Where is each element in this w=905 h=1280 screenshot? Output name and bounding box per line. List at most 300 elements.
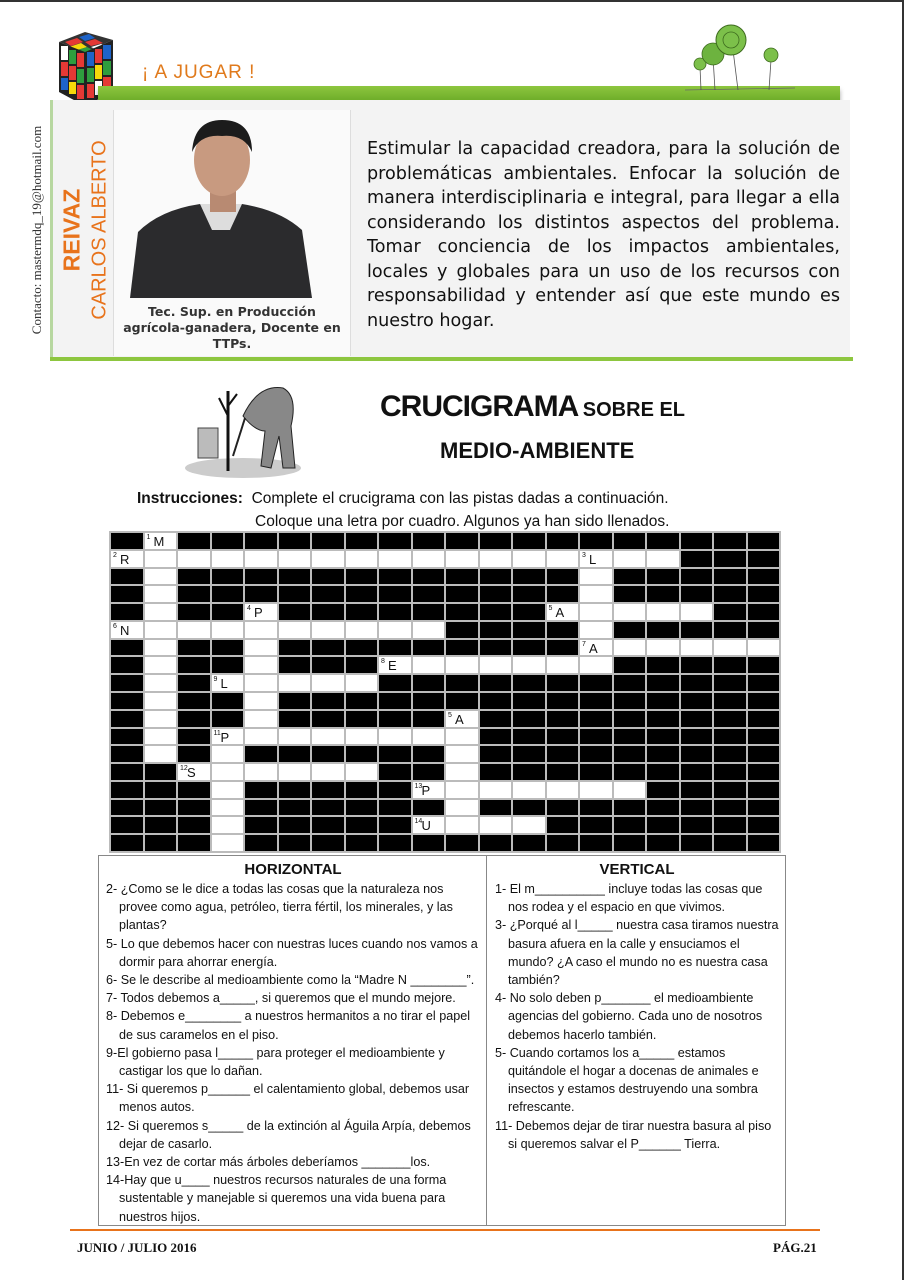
grid-block <box>279 586 311 602</box>
grid-cell[interactable] <box>111 622 143 638</box>
grid-block <box>346 657 378 673</box>
grid-block <box>714 657 746 673</box>
grid-block <box>647 800 679 816</box>
grid-cell[interactable] <box>212 551 244 567</box>
grid-block <box>714 569 746 585</box>
grid-block <box>178 835 210 851</box>
grid-block <box>513 729 545 745</box>
grid-cell[interactable] <box>580 622 612 638</box>
grid-cell[interactable] <box>513 551 545 567</box>
grid-cell[interactable] <box>513 782 545 798</box>
grid-block <box>681 729 713 745</box>
grid-cell[interactable] <box>647 551 679 567</box>
grid-cell[interactable] <box>245 657 277 673</box>
grid-block <box>111 657 143 673</box>
grid-block <box>748 835 780 851</box>
grid-cell[interactable] <box>446 800 478 816</box>
grid-block <box>346 693 378 709</box>
grid-block <box>178 675 210 691</box>
grid-cell[interactable] <box>446 764 478 780</box>
grid-cell[interactable] <box>145 711 177 727</box>
horizontal-clue: 12- Si queremos s_____ de la extinción al Águila Arpía, debemos dejar de casarlo. <box>106 1118 471 1151</box>
grid-block <box>279 711 311 727</box>
grid-block <box>312 835 344 851</box>
grid-cell[interactable] <box>145 729 177 745</box>
grid-cell[interactable] <box>245 640 277 656</box>
grid-cell[interactable] <box>379 657 411 673</box>
instructions-line-1: Complete el crucigrama con las pistas dadas a continuación. <box>251 490 669 507</box>
grid-block <box>379 693 411 709</box>
grid-block <box>245 746 277 762</box>
grid-block <box>480 604 512 620</box>
grid-block <box>379 800 411 816</box>
grid-cell[interactable] <box>547 657 579 673</box>
grid-block <box>245 569 277 585</box>
grid-cell[interactable] <box>145 604 177 620</box>
grid-cell[interactable] <box>580 604 612 620</box>
grid-cell[interactable] <box>580 569 612 585</box>
horizontal-clue: 11- Si queremos p______ el calentamiento global, debemos usar menos autos. <box>106 1082 470 1115</box>
grid-cell[interactable] <box>480 817 512 833</box>
grid-block <box>413 711 445 727</box>
grid-block <box>379 764 411 780</box>
grid-block <box>547 533 579 549</box>
grid-block <box>681 711 713 727</box>
grid-cell[interactable] <box>346 551 378 567</box>
grid-block <box>413 640 445 656</box>
grid-cell[interactable] <box>145 675 177 691</box>
grid-block <box>714 711 746 727</box>
clue-number: 11 <box>213 729 221 737</box>
horizontal-heading: HORIZONTAL <box>244 861 342 878</box>
grid-block <box>178 604 210 620</box>
grid-cell[interactable] <box>748 640 780 656</box>
grid-cell[interactable] <box>580 586 612 602</box>
grid-block <box>547 693 579 709</box>
vertical-clues <box>487 856 785 1225</box>
horizontal-clues <box>99 856 487 1225</box>
grid-block <box>111 604 143 620</box>
grid-block <box>614 746 646 762</box>
grid-cell[interactable] <box>212 835 244 851</box>
grid-cell[interactable] <box>145 640 177 656</box>
grid-block <box>681 533 713 549</box>
grid-block <box>748 729 780 745</box>
grid-block <box>111 817 143 833</box>
grid-block <box>714 835 746 851</box>
grid-block <box>748 569 780 585</box>
grid-block <box>111 640 143 656</box>
given-letter: A <box>589 640 598 656</box>
grid-block <box>547 640 579 656</box>
grid-cell[interactable] <box>647 640 679 656</box>
instructions <box>137 487 669 533</box>
grid-cell[interactable] <box>245 675 277 691</box>
grid-cell[interactable] <box>346 622 378 638</box>
vertical-clue: 1- El m__________ incluye todas las cosas que nos rodea y el espacio en que vivimos. <box>495 882 763 915</box>
grid-cell[interactable] <box>145 586 177 602</box>
grid-block <box>647 817 679 833</box>
grid-cell[interactable] <box>178 622 210 638</box>
grid-block <box>212 604 244 620</box>
title-sub: SOBRE EL <box>582 399 686 421</box>
grid-block <box>748 693 780 709</box>
grid-block <box>480 693 512 709</box>
grid-block <box>647 746 679 762</box>
grid-cell[interactable] <box>245 622 277 638</box>
grid-cell[interactable] <box>614 551 646 567</box>
grid-block <box>647 622 679 638</box>
person-planting-tree-illustration <box>183 376 308 481</box>
clues-box <box>98 855 786 1226</box>
grid-block <box>279 800 311 816</box>
grid-block <box>379 817 411 833</box>
grid-block <box>379 586 411 602</box>
grid-block <box>480 711 512 727</box>
grid-block <box>748 764 780 780</box>
grid-cell[interactable] <box>279 675 311 691</box>
grid-block <box>748 746 780 762</box>
grid-block <box>714 746 746 762</box>
grid-cell[interactable] <box>413 729 445 745</box>
vertical-clue: 4- No solo deben p_______ el medioambiente agencias del gobierno. Cada uno de nosotros debemos hacerlo también. <box>495 991 763 1042</box>
grid-block <box>614 800 646 816</box>
grid-block <box>714 800 746 816</box>
grid-cell[interactable] <box>312 729 344 745</box>
grid-cell[interactable] <box>446 729 478 745</box>
grid-block <box>714 675 746 691</box>
grid-block <box>312 693 344 709</box>
grid-block <box>379 640 411 656</box>
instructions-line-2: Coloque una letra por cuadro. Algunos ya han sido llenados. <box>255 513 670 530</box>
grid-block <box>681 835 713 851</box>
grid-block <box>145 835 177 851</box>
grid-block <box>279 746 311 762</box>
grid-block <box>681 817 713 833</box>
grid-cell[interactable] <box>245 711 277 727</box>
grid-cell[interactable] <box>446 817 478 833</box>
grid-cell[interactable] <box>446 746 478 762</box>
grid-cell[interactable] <box>279 551 311 567</box>
clue-number: 1 <box>146 534 151 541</box>
grid-cell[interactable] <box>178 764 210 780</box>
grid-cell[interactable] <box>446 782 478 798</box>
grid-cell[interactable] <box>212 622 244 638</box>
vertical-clue: 3- ¿Porqué al l_____ nuestra casa tiramos nuestra basura afuera en la calle y ensuciamos el mundo? ¿A caso el mundo no es nuestra casa también? <box>495 918 779 988</box>
given-letter: A <box>455 711 464 727</box>
given-letter: P <box>254 605 263 621</box>
vertical-clue: 11- Debemos dejar de tirar nuestra basura al piso si queremos salvar el P______ Tierra. <box>495 1118 772 1151</box>
grid-cell[interactable] <box>312 622 344 638</box>
grid-block <box>647 782 679 798</box>
horizontal-clue: 9-El gobierno pasa l_____ para proteger el medioambiente y castigar los que lo dañan. <box>106 1045 445 1079</box>
grid-block <box>178 782 210 798</box>
horizontal-clue: 2- ¿Como se le dice a todas las cosas que la naturaleza nos provee como agua, petróleo, tierra fértil, los minerales, y las plantas? <box>106 882 453 933</box>
grid-block <box>279 657 311 673</box>
given-letter: N <box>120 622 130 638</box>
grid-block <box>547 569 579 585</box>
grid-cell[interactable] <box>212 817 244 833</box>
horizontal-clue: 8- Debemos e________ a nuestros hermanitos a no tirar el papel de sus caramelos en el piso. <box>106 1009 471 1042</box>
grid-cell[interactable] <box>312 551 344 567</box>
grid-block <box>346 533 378 549</box>
grid-block <box>379 746 411 762</box>
grid-cell[interactable] <box>714 640 746 656</box>
grid-block <box>547 729 579 745</box>
grid-cell[interactable] <box>178 551 210 567</box>
grid-cell[interactable] <box>212 746 244 762</box>
grid-cell[interactable] <box>145 569 177 585</box>
grid-block <box>279 533 311 549</box>
grid-cell[interactable] <box>279 622 311 638</box>
clue-number: 7 <box>582 640 586 648</box>
grid-cell[interactable] <box>245 729 277 745</box>
grid-block <box>446 622 478 638</box>
grid-block <box>547 800 579 816</box>
grid-block <box>513 604 545 620</box>
grid-cell[interactable] <box>647 604 679 620</box>
grid-cell[interactable] <box>145 746 177 762</box>
grid-block <box>178 640 210 656</box>
grid-block <box>111 729 143 745</box>
grid-block <box>111 675 143 691</box>
grid-cell[interactable] <box>547 604 579 620</box>
grid-cell[interactable] <box>145 533 177 549</box>
grid-cell[interactable] <box>547 551 579 567</box>
given-letter: M <box>153 534 165 549</box>
grid-cell[interactable] <box>413 657 445 673</box>
grid-cell[interactable] <box>580 782 612 798</box>
grid-block <box>446 693 478 709</box>
grid-cell[interactable] <box>312 675 344 691</box>
grid-block <box>446 675 478 691</box>
grid-block <box>647 693 679 709</box>
grid-block <box>580 800 612 816</box>
grid-cell[interactable] <box>379 622 411 638</box>
grid-block <box>145 817 177 833</box>
grid-block <box>413 746 445 762</box>
grid-block <box>245 782 277 798</box>
grid-block <box>480 764 512 780</box>
section-title: ¡ A JUGAR ! <box>142 62 256 83</box>
grid-cell[interactable] <box>480 657 512 673</box>
grid-block <box>614 693 646 709</box>
grid-block <box>614 729 646 745</box>
grid-block <box>580 711 612 727</box>
grid-block <box>714 764 746 780</box>
grid-block <box>346 569 378 585</box>
grid-block <box>748 675 780 691</box>
grid-cell[interactable] <box>245 764 277 780</box>
grid-block <box>681 782 713 798</box>
grid-block <box>111 711 143 727</box>
grid-block <box>446 640 478 656</box>
grid-cell[interactable] <box>446 711 478 727</box>
grid-cell[interactable] <box>279 764 311 780</box>
grid-block <box>748 604 780 620</box>
grid-cell[interactable] <box>346 764 378 780</box>
grid-block <box>647 835 679 851</box>
grid-cell[interactable] <box>145 622 177 638</box>
clue-number: 14 <box>414 818 423 826</box>
grid-block <box>681 657 713 673</box>
grid-block <box>714 817 746 833</box>
grid-block <box>614 711 646 727</box>
grid-cell[interactable] <box>212 800 244 816</box>
grid-cell[interactable] <box>480 782 512 798</box>
grid-block <box>547 586 579 602</box>
grid-block <box>614 817 646 833</box>
grid-block <box>513 800 545 816</box>
grid-block <box>379 835 411 851</box>
grid-block <box>547 711 579 727</box>
grid-block <box>480 675 512 691</box>
grid-cell[interactable] <box>614 640 646 656</box>
grid-cell[interactable] <box>580 640 612 656</box>
grid-block <box>580 675 612 691</box>
grid-cell[interactable] <box>346 675 378 691</box>
grid-cell[interactable] <box>614 782 646 798</box>
given-letter: R <box>120 551 130 567</box>
grid-block <box>480 640 512 656</box>
grid-block <box>145 782 177 798</box>
grid-block <box>647 569 679 585</box>
grid-block <box>446 586 478 602</box>
grid-cell[interactable] <box>346 729 378 745</box>
grid-block <box>748 657 780 673</box>
grid-block <box>580 746 612 762</box>
grid-cell[interactable] <box>513 657 545 673</box>
horizontal-clue: 6- Se le describe al medioambiente como la “Madre N ________”. <box>106 973 475 988</box>
grid-cell[interactable] <box>580 551 612 567</box>
grid-block <box>413 533 445 549</box>
crossword-grid <box>109 531 781 853</box>
grid-cell[interactable] <box>212 764 244 780</box>
grid-block <box>379 782 411 798</box>
grid-block <box>212 711 244 727</box>
grid-block <box>513 693 545 709</box>
grid-block <box>513 675 545 691</box>
grid-block <box>647 586 679 602</box>
grid-cell[interactable] <box>245 604 277 620</box>
grid-block <box>446 835 478 851</box>
grid-block <box>111 533 143 549</box>
grid-block <box>748 622 780 638</box>
trees-decoration <box>685 12 795 96</box>
grid-cell[interactable] <box>413 551 445 567</box>
grid-block <box>681 622 713 638</box>
grid-block <box>279 604 311 620</box>
grid-block <box>312 711 344 727</box>
grid-block <box>379 569 411 585</box>
grid-block <box>178 569 210 585</box>
grid-cell[interactable] <box>245 551 277 567</box>
grid-block <box>513 533 545 549</box>
grid-cell[interactable] <box>212 782 244 798</box>
grid-cell[interactable] <box>212 729 244 745</box>
grid-cell[interactable] <box>681 640 713 656</box>
grid-cell[interactable] <box>212 675 244 691</box>
grid-block <box>681 569 713 585</box>
horizontal-clue: 7- Todos debemos a_____, si queremos que el mundo mejore. <box>106 991 456 1006</box>
grid-block <box>681 551 713 567</box>
grid-block <box>681 746 713 762</box>
grid-cell[interactable] <box>111 551 143 567</box>
grid-cell[interactable] <box>446 657 478 673</box>
grid-block <box>346 586 378 602</box>
grid-cell[interactable] <box>245 693 277 709</box>
grid-cell[interactable] <box>681 604 713 620</box>
grid-block <box>245 835 277 851</box>
grid-block <box>748 586 780 602</box>
grid-cell[interactable] <box>614 604 646 620</box>
grid-block <box>748 711 780 727</box>
grid-block <box>413 569 445 585</box>
grid-cell[interactable] <box>279 729 311 745</box>
grid-block <box>346 604 378 620</box>
clue-number: 5 <box>448 711 452 719</box>
grid-block <box>614 586 646 602</box>
grid-block <box>413 604 445 620</box>
grid-cell[interactable] <box>379 729 411 745</box>
grid-cell[interactable] <box>312 764 344 780</box>
grid-block <box>312 586 344 602</box>
grid-block <box>614 622 646 638</box>
grid-block <box>547 622 579 638</box>
grid-cell[interactable] <box>547 782 579 798</box>
grid-cell[interactable] <box>145 693 177 709</box>
grid-block <box>279 782 311 798</box>
grid-block <box>547 835 579 851</box>
grid-block <box>480 622 512 638</box>
grid-block <box>245 533 277 549</box>
grid-block <box>178 711 210 727</box>
grid-block <box>312 604 344 620</box>
given-letter: E <box>388 658 397 674</box>
grid-block <box>212 640 244 656</box>
horizontal-clue: 13-En vez de cortar más árboles deberíamos _______los. <box>106 1155 431 1170</box>
grid-cell[interactable] <box>480 551 512 567</box>
grid-block <box>212 586 244 602</box>
grid-block <box>212 569 244 585</box>
grid-block <box>413 835 445 851</box>
author-surname: REIVAZ <box>58 188 85 272</box>
grid-cell[interactable] <box>413 782 445 798</box>
grid-cell[interactable] <box>446 551 478 567</box>
grid-block <box>714 782 746 798</box>
grid-cell[interactable] <box>145 551 177 567</box>
grid-cell[interactable] <box>413 817 445 833</box>
grid-block <box>212 657 244 673</box>
grid-block <box>647 764 679 780</box>
grid-block <box>346 746 378 762</box>
grid-block <box>480 800 512 816</box>
grid-block <box>178 729 210 745</box>
grid-cell[interactable] <box>145 657 177 673</box>
vertical-clue: 5- Cuando cortamos los a_____ estamos quitándole el hogar a docenas de animales e insectos y estamos destruyendo una sombra refrescante. <box>495 1045 759 1115</box>
grid-block <box>178 800 210 816</box>
grid-block <box>714 551 746 567</box>
grid-block <box>513 569 545 585</box>
grid-cell[interactable] <box>413 622 445 638</box>
grid-block <box>111 586 143 602</box>
grid-block <box>681 764 713 780</box>
clue-number: 3 <box>582 551 586 559</box>
grid-cell[interactable] <box>379 551 411 567</box>
grid-cell[interactable] <box>580 657 612 673</box>
grid-block <box>346 817 378 833</box>
grid-cell[interactable] <box>513 817 545 833</box>
